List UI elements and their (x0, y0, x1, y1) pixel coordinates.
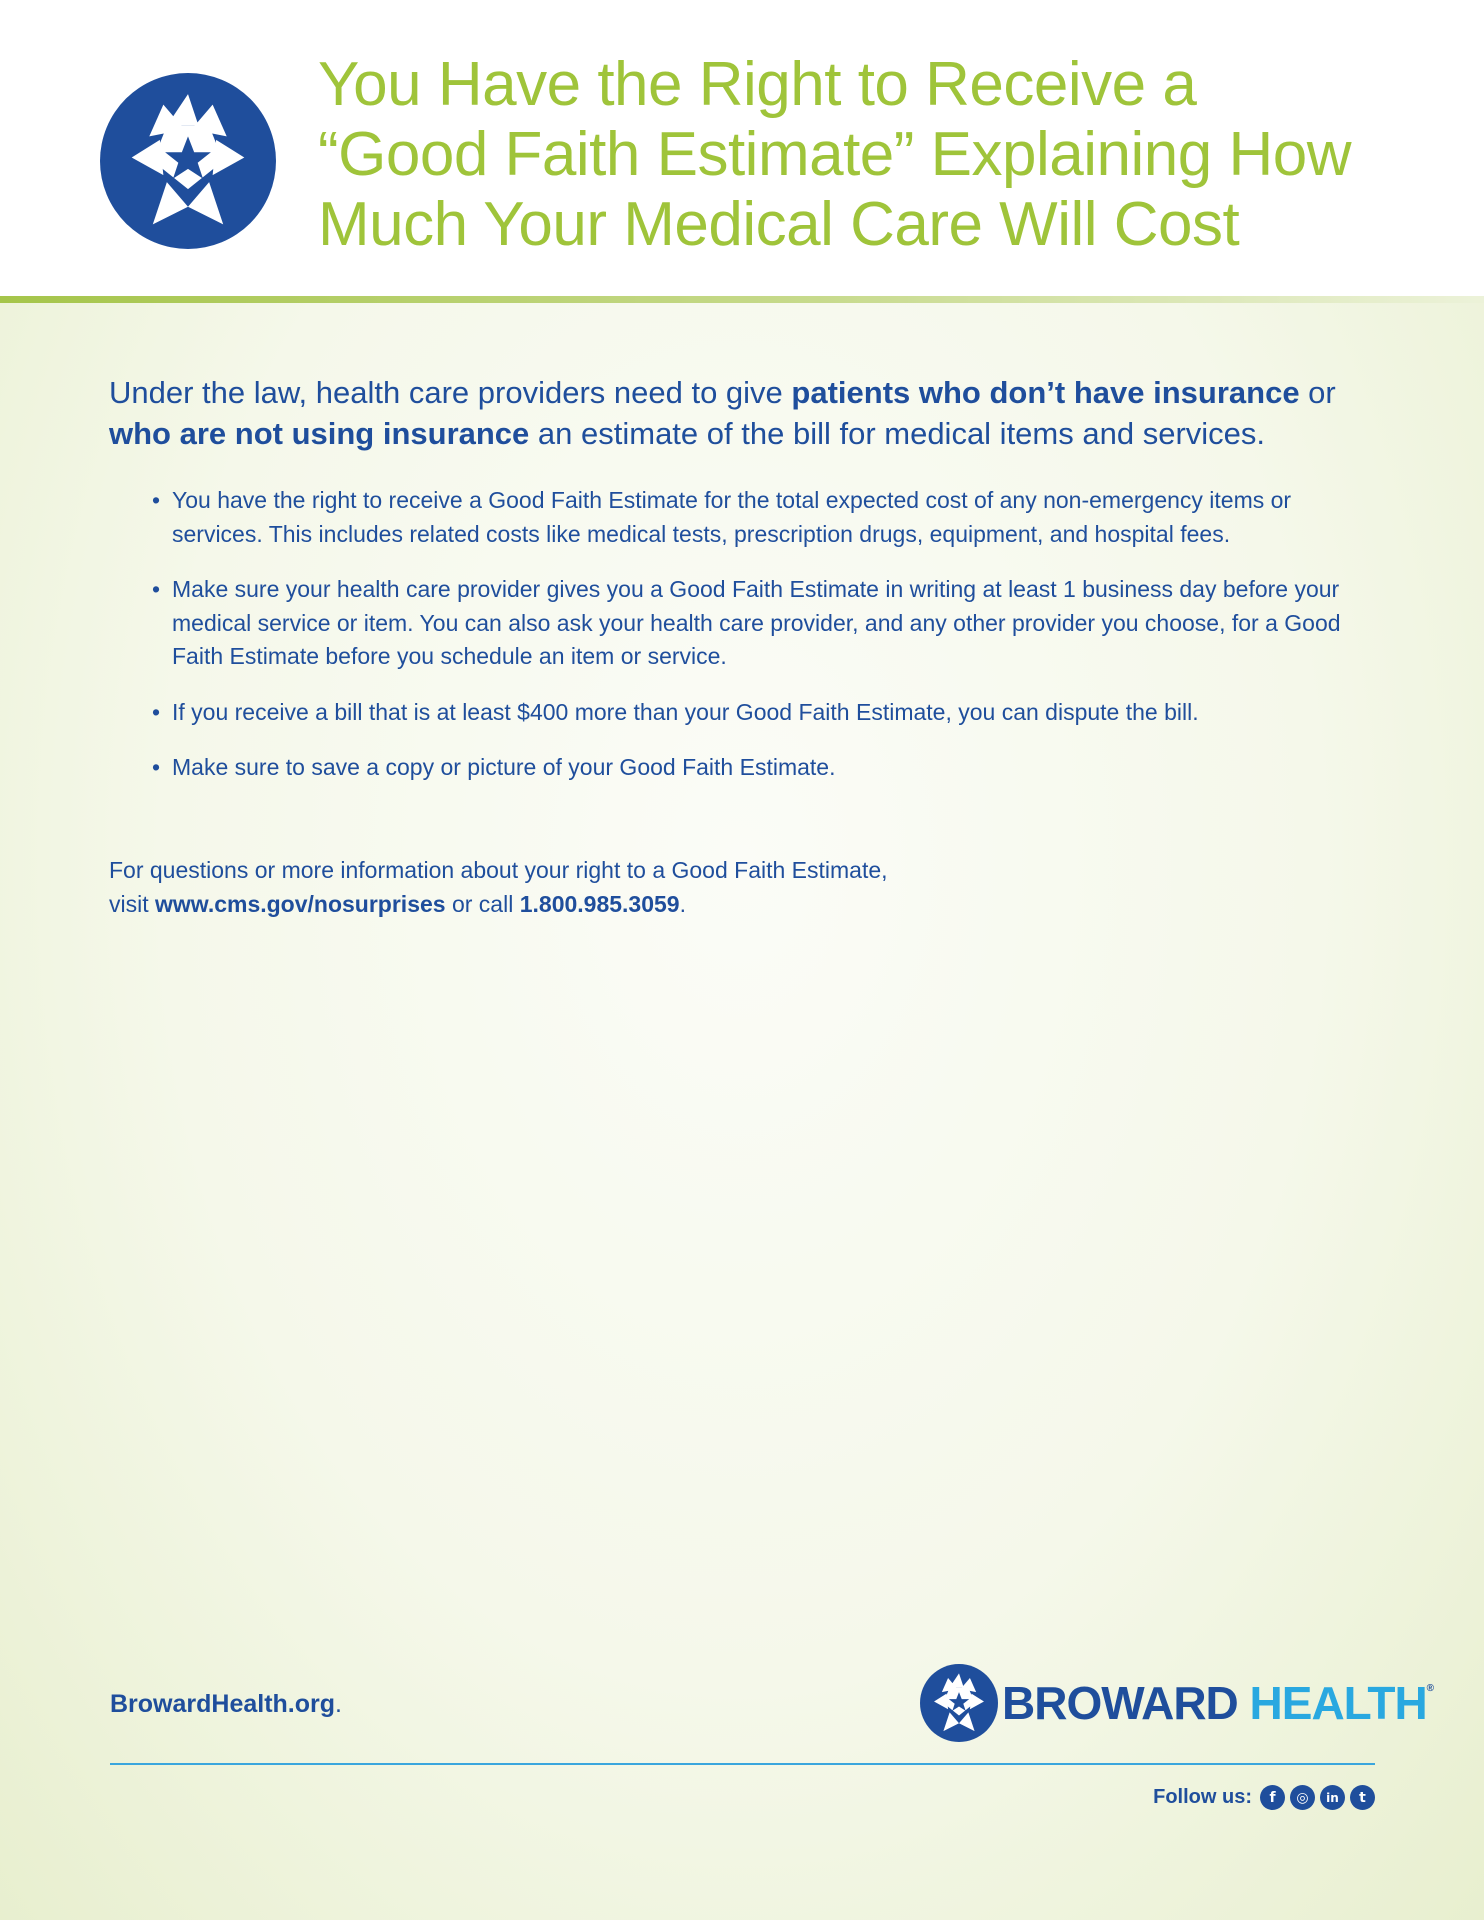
list-item (152, 484, 1352, 551)
contact-info (109, 853, 1109, 921)
cms-link[interactable]: www.cms.gov/nosurprises (155, 891, 446, 917)
title-line: “Good Faith Estimate” Explaining How (318, 120, 1352, 189)
rights-list (152, 484, 1352, 807)
website-link[interactable]: BrowardHealth.org (110, 1690, 336, 1718)
list-item-text: Make sure to save a copy or picture of your Good Faith Estimate. (172, 754, 836, 780)
list-item-text: Make sure your health care provider gives you a Good Faith Estimate in writing at least 1 business day before your medical service or item. You can also ask your health care provider, and any other provider you choose, for a Good Faith Estimate before you schedule an item or service. (172, 576, 1341, 669)
list-item (152, 751, 1352, 785)
bullet-icon: • (152, 576, 161, 602)
phone-number[interactable]: 1.800.985.3059 (519, 891, 680, 917)
brand-word-health: HEALTH (1237, 1677, 1427, 1729)
broward-health-logo (920, 1663, 1433, 1743)
star-logo-icon (920, 1664, 998, 1742)
twitter-icon[interactable]: t (1350, 1785, 1375, 1810)
follow-us-label: Follow us: (1153, 1786, 1252, 1808)
intro-text: or (1299, 375, 1336, 410)
intro-paragraph (109, 372, 1399, 454)
title-line: You Have the Right to Receive a (318, 50, 1197, 119)
intro-text: an estimate of the bill for medical items and services. (529, 416, 1266, 451)
contact-text: . (679, 891, 686, 917)
instagram-icon[interactable]: ◎ (1290, 1785, 1315, 1810)
bullet-icon: • (152, 698, 161, 725)
social-links (1153, 1785, 1375, 1810)
page-title (318, 50, 1438, 260)
list-item-text: If you receive a bill that is at least $400 more than your Good Faith Estimate, you can dispute the bill. (172, 698, 1199, 725)
bullet-icon: • (152, 754, 161, 780)
list-item-text: You have the right to receive a Good Faith Estimate for the total expected cost of any non-emergency items or services. This includes related costs like medical tests, prescription drugs, equipment, and hospital fees. (172, 487, 1292, 547)
brand-wordmark (1002, 1677, 1434, 1729)
contact-line: For questions or more information about your right to a Good Faith Estimate, (109, 857, 888, 883)
brand-word-broward: BROWARD (1002, 1677, 1238, 1729)
intro-emphasis: who are not using insurance (109, 416, 530, 451)
facebook-icon[interactable]: f (1260, 1785, 1285, 1810)
intro-text: Under the law, health care providers need to give (109, 375, 792, 410)
title-line: Much Your Medical Care Will Cost (318, 190, 1240, 259)
intro-emphasis: patients who don’t have insurance (791, 375, 1300, 410)
header-divider (0, 296, 1484, 303)
registered-mark: ® (1426, 1683, 1434, 1694)
broward-health-star-logo (100, 73, 276, 249)
linkedin-icon[interactable]: in (1320, 1785, 1345, 1810)
website-link-block (110, 1690, 342, 1719)
contact-text: or call (445, 891, 520, 917)
bullet-icon: • (152, 487, 161, 513)
contact-text: visit (109, 891, 155, 917)
website-period: . (335, 1690, 342, 1718)
header (0, 0, 1484, 296)
list-item (152, 696, 1352, 730)
footer-divider (110, 1763, 1375, 1765)
list-item (152, 573, 1352, 674)
